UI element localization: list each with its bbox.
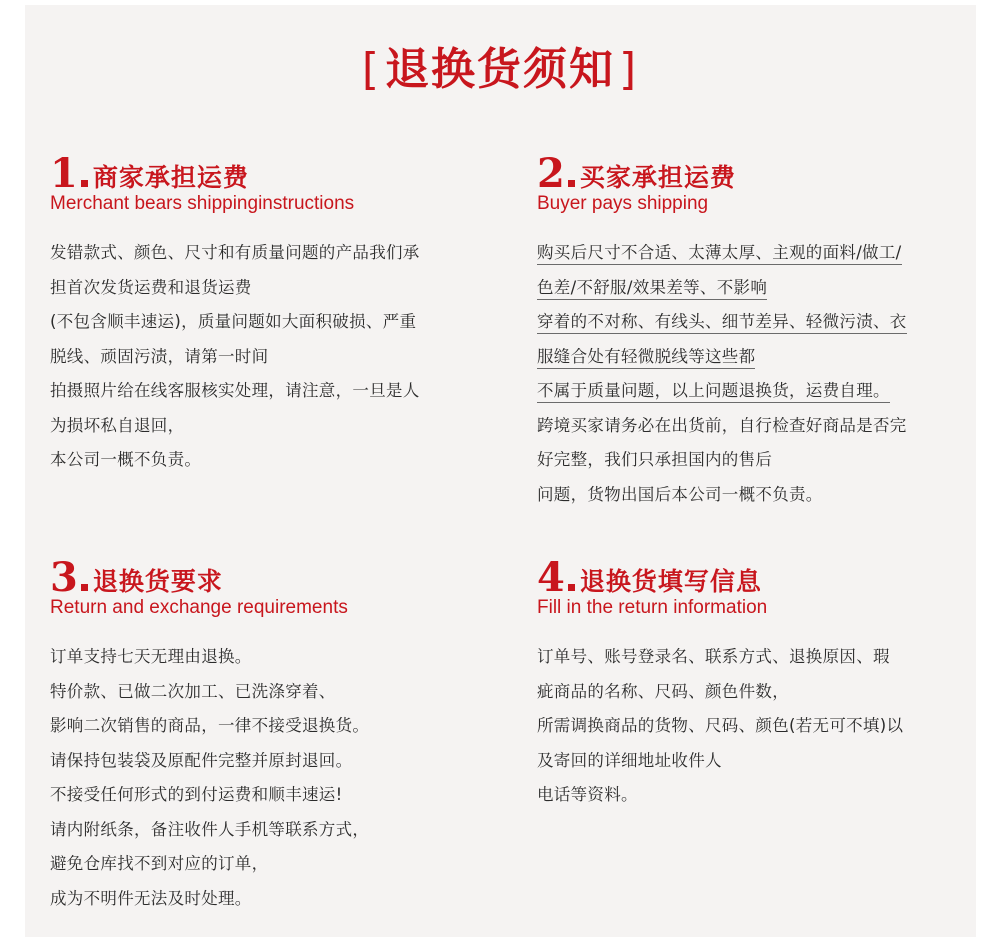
- body-line: 拍摄照片给在线客服核实处理，请注意，一旦是人: [50, 381, 420, 400]
- body-line: 特价款、已做二次加工、已洗涤穿着、: [50, 681, 336, 701]
- section-body: [50, 236, 490, 478]
- section-heading: 退换货填写信息: [579, 567, 762, 596]
- section-subtitle: Fill in the return information: [537, 597, 768, 618]
- body-line-underlined: [537, 236, 977, 271]
- body-line: 避免仓库找不到对应的订单，: [50, 854, 269, 873]
- section-subtitle: Merchant bears shippinginstructions: [50, 193, 355, 214]
- section-header: [50, 556, 490, 600]
- body-line-underlined: [537, 374, 977, 409]
- section-subtitle: Return and exchange requirements: [50, 597, 348, 618]
- body-line: 跨境买家请务必在出货前，自行检查好商品是否完: [537, 415, 907, 435]
- section-number: 4: [537, 554, 565, 601]
- number-dot: [81, 180, 88, 187]
- body-line: 好完整，我们只承担国内的售后: [537, 450, 773, 469]
- body-line-underlined: [537, 271, 977, 306]
- number-dot: [568, 180, 575, 187]
- body-line: 不接受任何形式的到付运费和顺丰速运!: [50, 785, 343, 804]
- section-header: [537, 152, 977, 196]
- body-line: 为损坏私自退回，: [50, 415, 185, 435]
- body-line: 影响二次销售的商品，一律不接受退换货。: [50, 716, 370, 735]
- section-body: [537, 640, 977, 813]
- section-heading: 买家承担运费: [579, 163, 736, 192]
- underlined-text: 服缝合处有轻微脱线等这些都: [537, 347, 755, 369]
- section-heading: 商家承担运费: [92, 163, 249, 192]
- body-line: 所需调换商品的货物、尺码、颜色(若无可不填)以: [537, 716, 904, 735]
- section-merchant-shipping: [50, 152, 490, 478]
- body-line: 订单支持七天无理由退换。: [50, 647, 252, 666]
- body-line: (不包含顺丰速运)，质量问题如大面积破损、严重: [50, 312, 417, 331]
- section-body: [537, 236, 977, 512]
- section-buyer-shipping: [537, 152, 977, 512]
- section-return-requirements: [50, 556, 490, 916]
- body-line: 脱线、顽固污渍，请第一时间: [50, 346, 269, 366]
- title-bracket-left: [: [361, 44, 381, 95]
- body-line: 发错款式、颜色、尺寸和有质量问题的产品我们承: [50, 243, 420, 262]
- section-number: 3: [50, 554, 78, 601]
- body-line-underlined: [537, 305, 977, 340]
- body-line: 及寄回的详细地址收件人: [537, 750, 722, 770]
- body-line: 担首次发货运费和退货运费: [50, 277, 252, 297]
- section-number: 1: [50, 150, 78, 197]
- body-line-underlined: [537, 340, 977, 375]
- body-line: 问题，货物出国后本公司一概不负责。: [537, 484, 823, 504]
- title-bracket-right: ]: [619, 44, 639, 95]
- section-header: [537, 556, 977, 600]
- page-title: [0, 42, 1000, 98]
- underlined-text: 购买后尺寸不合适、太薄太厚、主观的面料/做工/: [537, 243, 902, 265]
- underlined-text: 色差/不舒服/效果差等、不影响: [537, 278, 767, 300]
- section-return-info: [537, 556, 977, 813]
- underlined-text: 不属于质量问题，以上问题退换货，运费自理。: [537, 381, 890, 403]
- section-number: 2: [537, 150, 565, 197]
- section-heading: 退换货要求: [92, 567, 223, 596]
- body-line: 电话等资料。: [537, 785, 638, 804]
- body-line: 疵商品的名称、尺码、颜色件数，: [537, 681, 789, 701]
- section-body: [50, 640, 490, 916]
- title-text: 退换货须知: [385, 44, 615, 95]
- body-line: 本公司一概不负责。: [50, 450, 202, 469]
- body-line: 请内附纸条，备注收件人手机等联系方式，: [50, 819, 370, 839]
- section-subtitle: Buyer pays shipping: [537, 193, 709, 214]
- body-line: 请保持包装袋及原配件完整并原封退回。: [50, 750, 353, 770]
- section-header: [50, 152, 490, 196]
- number-dot: [568, 584, 575, 591]
- number-dot: [81, 584, 88, 591]
- body-line: 订单号、账号登录名、联系方式、退换原因、瑕: [537, 647, 890, 666]
- body-line: 成为不明件无法及时处理。: [50, 888, 252, 908]
- underlined-text: 穿着的不对称、有线头、细节差异、轻微污渍、衣: [537, 312, 907, 334]
